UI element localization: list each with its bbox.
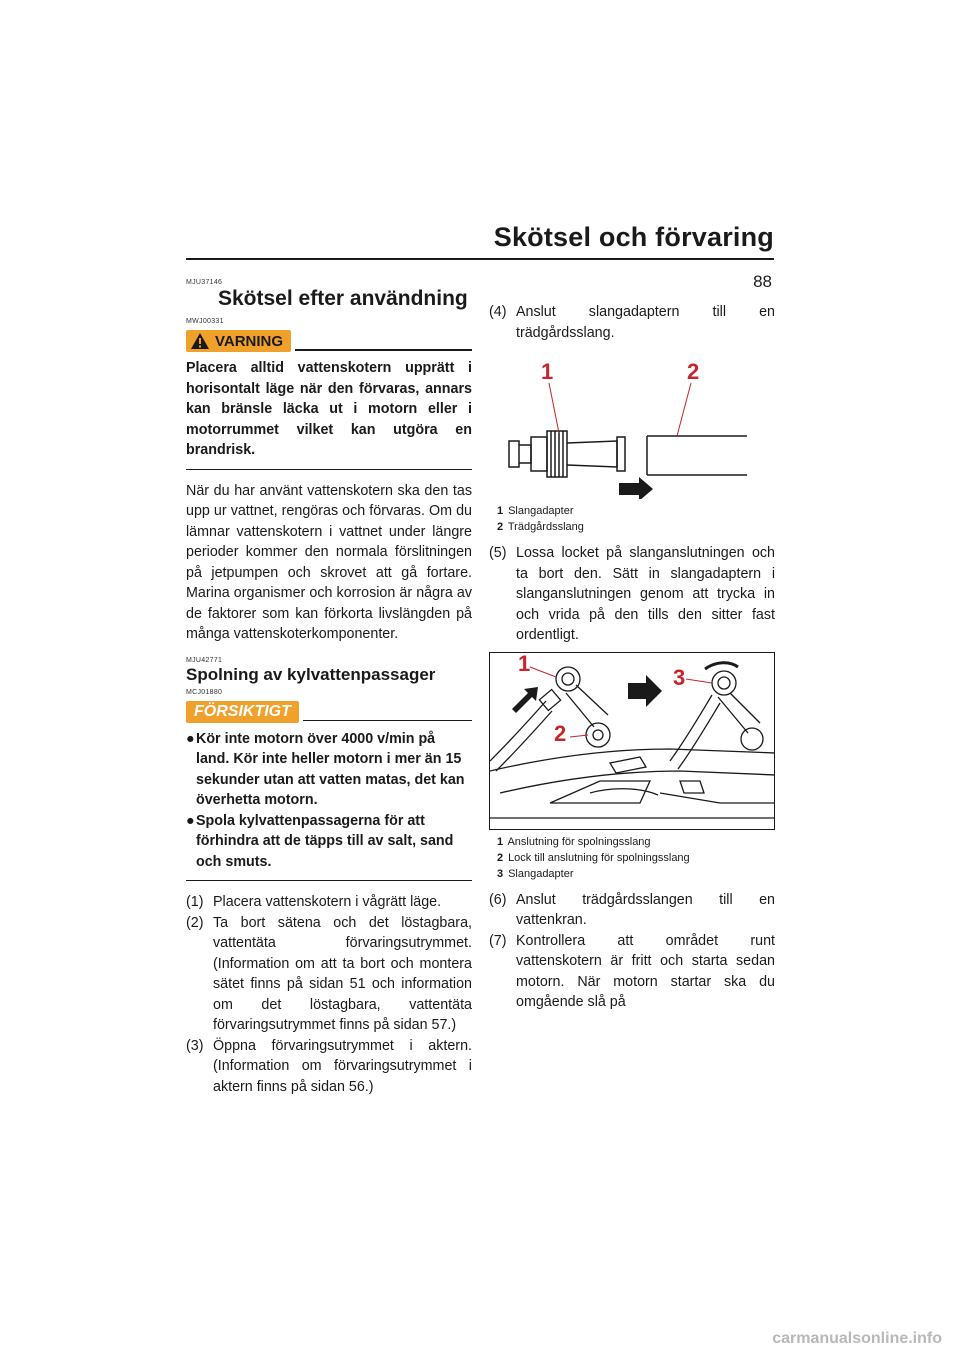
section-code: MJU37146 xyxy=(186,279,223,286)
caption-number: 1 xyxy=(497,835,504,848)
caption-number: 2 xyxy=(497,851,504,864)
caption-text: Lock till anslutning för spolningsslang xyxy=(508,851,690,864)
caution-badge: FÖRSIKTIGT xyxy=(186,701,299,723)
caution-header xyxy=(186,701,472,723)
caution-item-text: Kör inte motorn över 4000 v/min på land. Kör inte heller motorn i mer än 15 sekunder utan att vatten matas, det kan överhetta motorn. xyxy=(196,730,465,808)
caution-item-text: Spola kylvattenpassagerna för att förhindra att de täpps till av salt, sand och smuts. xyxy=(196,812,454,870)
caption-number: 2 xyxy=(497,521,504,533)
caption-text: Slangadapter xyxy=(508,505,574,517)
list-item xyxy=(186,1036,472,1098)
warning-rule xyxy=(295,349,472,351)
list-item xyxy=(186,811,472,873)
callout-1: 1 xyxy=(518,651,531,676)
caption-number: 3 xyxy=(497,867,504,880)
list-item xyxy=(497,519,775,535)
step-text: Öppna förvaringsutrymmet i aktern. (Information om förvaringsutrymmet i aktern finns på sidan 56.) xyxy=(213,1037,472,1095)
step-text: Kontrollera att området runt vattenskotern är fritt och starta sedan motorn. När motorn startar ska du omgående slå på xyxy=(516,932,775,1010)
caution-list xyxy=(186,729,472,882)
warning-text: Placera alltid vattenskotern upprätt i horisontalt läge när den förvaras, annars kan bränsle läcka ut i motorn eller i motorrummet vilket kan utgöra en brandrisk. xyxy=(186,358,472,470)
step-number: (5) xyxy=(489,545,507,561)
warning-triangle-icon xyxy=(190,332,210,350)
flush-connector-illustration xyxy=(490,653,775,830)
bullet-icon: ● xyxy=(186,812,195,829)
list-item xyxy=(489,543,775,646)
section-heading: Skötsel efter användning xyxy=(218,287,468,310)
list-item xyxy=(489,890,775,931)
caption-number: 1 xyxy=(497,505,504,517)
list-item xyxy=(489,931,775,1013)
step-text: Ta bort sätena och det löstagbara, vattentäta förvaringsutrymmet. (Information om att ta bort och montera sätet finns på sidan 51 och information om det löstagbara, vattentäta förvaringsutrymmet finns på sidan 57.) xyxy=(213,914,472,1033)
step-number: (4) xyxy=(489,304,507,320)
callout-1: 1 xyxy=(541,359,554,384)
caption-text: Slangadapter xyxy=(508,867,574,880)
warning-code: MWJ00331 xyxy=(186,318,224,325)
step-number: (6) xyxy=(489,891,507,908)
page-header-title: Skötsel och förvaring xyxy=(493,222,774,252)
warning-label: VARNING xyxy=(215,332,284,350)
callout-2: 2 xyxy=(687,359,700,384)
subsection-code: MJU42771 xyxy=(186,656,223,664)
intro-paragraph: När du har använt vattenskotern ska den tas upp ur vattnet, rengöras och förvaras. Om du lämnar vattenskotern i vattnet under längre perioder kommer den normala förslitningen på jetpumpen och skrovet att gå fortare. Marina organismer och korrosion är några av de faktorer som kan förkorta livslängden på många vattenskoterkomponenter. xyxy=(186,482,472,642)
list-item xyxy=(497,503,775,519)
step-text: Lossa locket på slanganslutningen och ta bort den. Sätt in slangadaptern i slanganslutningen genom att trycka in och vrida på den tills den sitter fast ordentligt. xyxy=(516,545,775,643)
warning-header xyxy=(186,330,472,352)
subsection-heading: Spolning av kylvattenpassager xyxy=(186,664,436,684)
list-item xyxy=(186,892,472,913)
caption-text: Anslutning för spolningsslang xyxy=(507,835,651,848)
left-column xyxy=(186,278,472,1097)
list-item xyxy=(186,913,472,1036)
step-text: Anslut slangadaptern till en trädgårdsslang. xyxy=(516,304,775,341)
step-text: Anslut trädgårdsslangen till en vattenkran. xyxy=(516,891,775,928)
caption-text: Trädgårdsslang xyxy=(507,521,584,533)
step-number: (1) xyxy=(186,894,204,910)
caution-code: MCJ01880 xyxy=(186,688,223,696)
hose-adapter-figure xyxy=(489,353,775,499)
steps-list xyxy=(186,892,472,1097)
step-number: (3) xyxy=(186,1037,204,1054)
header-rule xyxy=(186,258,774,260)
figure2-caption xyxy=(497,834,775,882)
right-column xyxy=(489,278,775,1013)
flush-connector-figure xyxy=(489,652,775,830)
warning-badge xyxy=(186,330,291,352)
step-number: (7) xyxy=(489,932,507,949)
list-item xyxy=(489,302,775,343)
page-number: 88 xyxy=(753,272,772,291)
step-text: Placera vattenskotern i vågrätt läge. xyxy=(213,894,442,910)
bullet-icon: ● xyxy=(186,730,195,747)
caution-rule xyxy=(303,720,472,722)
list-item xyxy=(186,729,472,811)
watermark: carmanualsonline.info xyxy=(772,1330,942,1347)
callout-3: 3 xyxy=(673,664,686,690)
list-item xyxy=(497,850,775,866)
list-item xyxy=(497,866,775,882)
hose-adapter-illustration xyxy=(489,353,775,499)
list-item xyxy=(497,834,775,850)
step-number: (2) xyxy=(186,914,204,931)
figure1-caption xyxy=(497,503,775,535)
callout-2: 2 xyxy=(554,720,567,746)
